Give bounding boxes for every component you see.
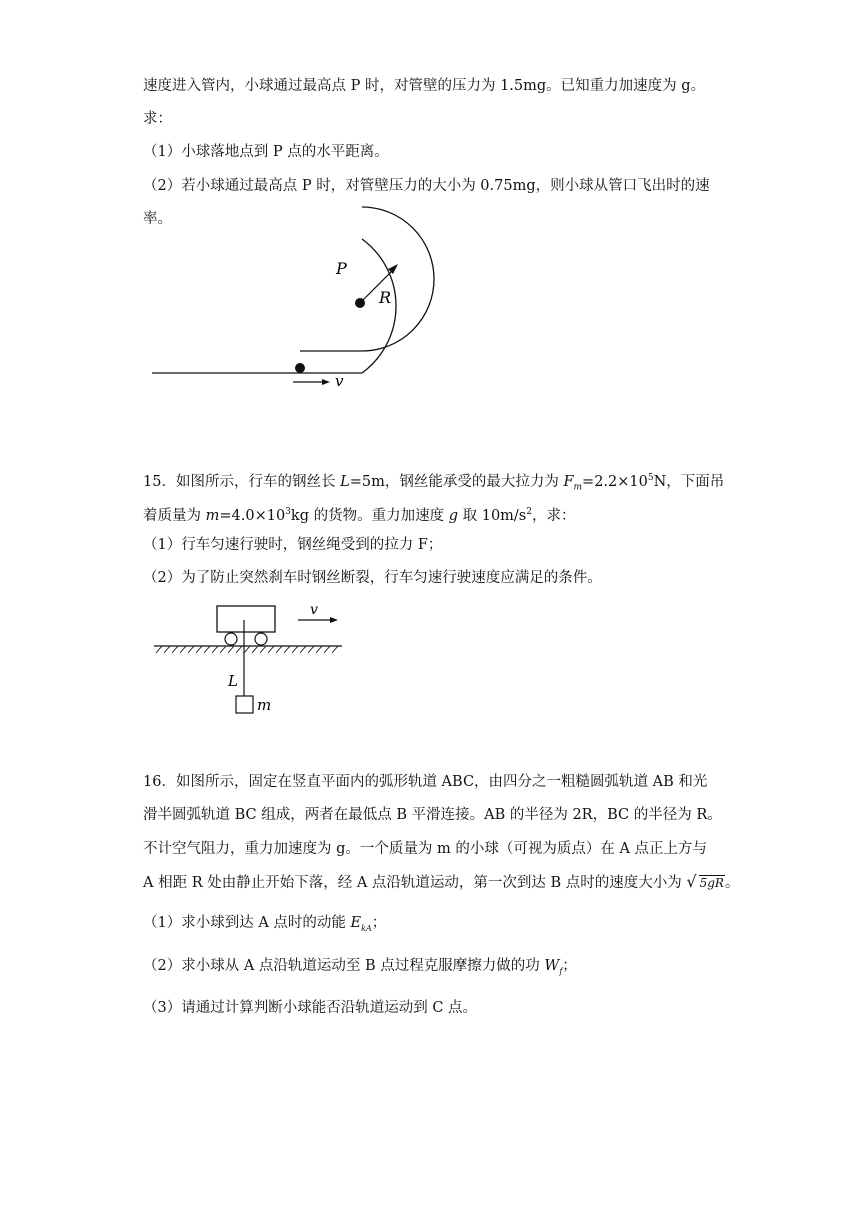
tube-inner-wall	[300, 207, 434, 351]
q16-line-1: 16．如图所示，固定在竖直平面内的弧形轨道 ABC，由四分之一粗糙圆弧轨道 AB 和光	[143, 774, 708, 790]
label-v: v	[310, 602, 318, 618]
q14-part-2-line-1: （2）若小球通过最高点 P 时，对管壁压力的大小为 0.75mg，则小球从管口飞出时的速	[143, 178, 710, 194]
q15-text: 着质量为	[143, 507, 206, 524]
wheel-right	[255, 633, 267, 645]
label-v: v	[335, 372, 344, 390]
subscript-m: m	[573, 482, 583, 493]
q16-line-4	[143, 872, 739, 893]
q15-text: =4.0×10	[219, 507, 286, 524]
q16-text: （1）求小球到达 A 点时的动能	[143, 915, 351, 931]
var-m: m	[205, 507, 220, 524]
q16-text: （2）求小球从 A 点沿轨道运动至 B 点过程克服摩擦力做的功	[143, 958, 545, 974]
q16-part-1	[143, 913, 386, 939]
q15-text: =5m，钢丝能承受的最大拉力为	[349, 473, 564, 490]
sqrt-expression: 5gR	[699, 876, 724, 890]
q15-line-1	[143, 468, 724, 498]
velocity-arrowhead	[322, 379, 330, 385]
q16-text: ；	[371, 915, 387, 931]
q14-part-2-line-2: 率。	[143, 211, 172, 227]
exponent: 2	[526, 507, 532, 517]
q16-line-2: 滑半圆弧轨道 BC 组成，两者在最低点 B 平滑连接。AB 的半径为 2R，BC 的半径为 R。	[143, 807, 722, 823]
exponent: 5	[647, 473, 654, 483]
q15-part-1: （1）行车匀速行驶时，钢丝绳受到的拉力 F；	[143, 537, 443, 553]
subscript-f: f	[559, 966, 563, 976]
velocity-arrowhead	[330, 617, 338, 623]
q15-text: 15．如图所示，行车的钢丝长	[143, 473, 341, 490]
q15-part-2: （2）为了防止突然刹车时钢丝断裂，行车匀速行驶速度应满足的条件。	[143, 570, 602, 586]
trolley-body	[217, 606, 275, 632]
var-F: F	[563, 473, 574, 490]
q16-part-3: （3）请通过计算判断小球能否沿轨道运动到 C 点。	[143, 1000, 478, 1016]
q16-text: 。	[724, 875, 740, 891]
q15-text: N，下面吊	[653, 473, 725, 490]
rail-hatching	[156, 646, 338, 653]
q16-text: ；	[562, 958, 577, 974]
q15-line-2	[143, 502, 575, 526]
exponent: 3	[285, 507, 291, 517]
q16-line-3: 不计空气阻力，重力加速度为 g。一个质量为 m 的小球（可视为质点）在 A 点正上方与	[143, 841, 708, 857]
label-L: L	[228, 672, 238, 690]
var-g: g	[448, 507, 458, 524]
q15-text: 取 10m/s	[458, 507, 527, 524]
var-E: E	[350, 915, 362, 931]
var-L: L	[340, 473, 350, 490]
label-R: R	[379, 288, 392, 307]
label-P: P	[336, 259, 347, 278]
q14-line-2: 求：	[143, 111, 172, 127]
q15-text: kg 的货物。重力加速度	[290, 507, 449, 524]
label-m: m	[257, 696, 272, 714]
q14-figure	[140, 230, 460, 400]
var-W: W	[544, 958, 560, 974]
q16-text: A 相距 R 处由静止开始下落，经 A 点沿轨道运动，第一次到达 B 点时的速度大小为	[143, 875, 687, 891]
wheel-left	[225, 633, 237, 645]
q15-text: =2.2×10	[582, 473, 648, 490]
q15-figure	[150, 600, 360, 725]
subscript-kA: kA	[361, 923, 372, 933]
cargo-box	[236, 696, 253, 713]
q15-text: ，求：	[531, 507, 576, 524]
q14-line-1: 速度进入管内，小球通过最高点 P 时，对管壁的压力为 1.5mg。已知重力加速度为 g。	[143, 78, 706, 94]
q14-part-1: （1）小球落地点到 P 点的水平距离。	[143, 144, 389, 160]
q16-part-2	[143, 956, 577, 982]
sqrt-sign: √	[686, 872, 697, 891]
ball	[295, 363, 305, 373]
